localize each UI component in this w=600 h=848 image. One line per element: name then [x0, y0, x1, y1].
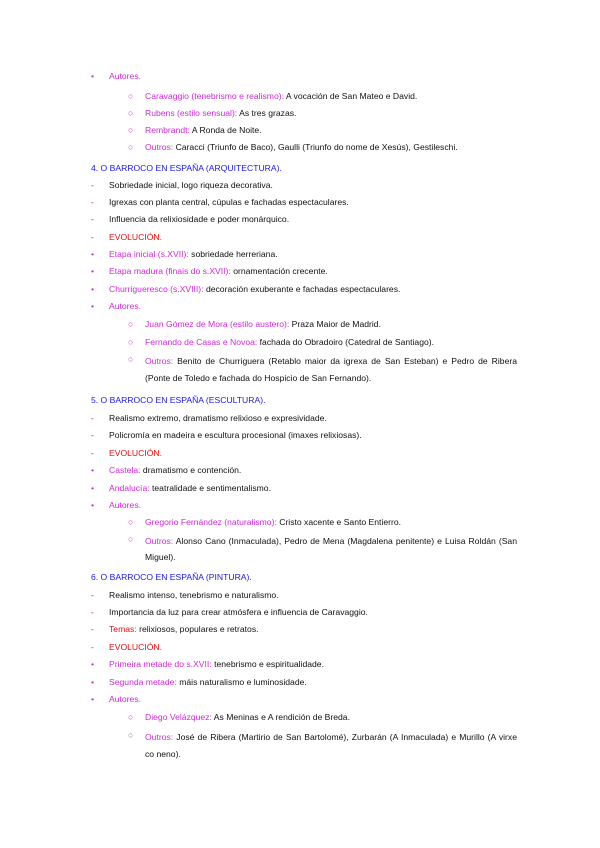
bullet-marker: • [91, 677, 95, 687]
author-name: Juan Gómez de Mora (estilo austero): [145, 319, 290, 329]
item-label: Churrigueresco (s.XVIII): [109, 284, 204, 294]
bullet-marker: • [91, 71, 95, 81]
author-name: Outros: [145, 142, 174, 152]
bullet-marker: • [91, 483, 95, 493]
item-text: tenebrismo e espiritualidade. [211, 659, 324, 669]
author-works: Alonso Cano (Inmaculada), Pedro de Mena (Magdalena penitente) e Luisa Roldán (San Miguel). [145, 536, 517, 562]
dash-marker: - [91, 232, 94, 242]
dash-marker: - [91, 197, 94, 207]
item-text: Influencia da relixiosidade e poder monárquico. [109, 214, 290, 224]
dash-marker: - [91, 642, 94, 652]
circle-marker: ○ [128, 337, 134, 347]
section-heading: 6. O BARROCO EN ESPAÑA (PINTURA). [91, 572, 252, 582]
circle-marker: ○ [128, 712, 134, 722]
item-text: Realismo extremo, dramatismo relixioso e expresividade. [109, 413, 327, 423]
section-heading: 4. O BARROCO EN ESPAÑA (ARQUITECTURA). [91, 163, 282, 173]
item-text: dramatismo e contención. [140, 465, 242, 475]
item-label: Etapa inicial (s.XVII): [109, 249, 189, 259]
item-label: Andalucía: [109, 483, 150, 493]
circle-marker: ○ [128, 517, 134, 527]
item-text: Igrexas con planta central, cúpulas e fachadas espectaculares. [109, 197, 349, 207]
item-text: Importancia da luz para crear atmósfera e influencia de Caravaggio. [109, 607, 368, 617]
dash-marker: - [91, 180, 94, 190]
circle-marker: ○ [128, 125, 134, 135]
circle-marker: ○ [128, 108, 134, 118]
bullet-marker: • [91, 284, 95, 294]
dash-marker: - [91, 607, 94, 617]
evolucion-label: EVOLUCIÓN. [109, 448, 163, 458]
author-name: Caravaggio (tenebrismo e realismo): [145, 91, 284, 101]
author-works: José de Ribera (Martirio de San Bartolomé), Zurbarán (A Inmaculada) e Murillo (A virxe co neno). [145, 732, 517, 759]
author-name: Fernando de Casas e Novoa: [145, 337, 258, 347]
author-works: Benito de Churriguera (Retablo maior da igrexa de San Esteban) e Pedro de Ribera (Ponte de Toledo e fachada do Hospicio de San Fernando). [145, 356, 517, 383]
item-text: sobriedade herreriana. [188, 249, 278, 259]
item-label: Primeira metade do s.XVII: [109, 659, 212, 669]
item-text: ornamentación crecente. [230, 266, 328, 276]
item-label: Castela: [109, 465, 141, 475]
item-text: Realismo intenso, tenebrismo e naturalismo. [109, 590, 279, 600]
dash-marker: - [91, 413, 94, 423]
circle-marker: ○ [128, 354, 134, 364]
item-text: Sobriedade inicial, logo riqueza decorativa. [109, 180, 273, 190]
item-text: relixiosos, populares e retratos. [136, 624, 259, 634]
author-name: Outros: [145, 356, 174, 366]
author-name: Outros: [145, 732, 174, 742]
author-name: Outros: [145, 536, 174, 546]
bullet-marker: • [91, 500, 95, 510]
bullet-marker: • [91, 266, 95, 276]
dash-marker: - [91, 590, 94, 600]
item-text: Policromía en madeira e escultura procesional (imaxes relixiosas). [109, 430, 362, 440]
autores-label: Autores. [109, 500, 142, 510]
item-label: Etapa madura (finais do s.XVII): [109, 266, 231, 276]
item-text: máis naturalismo e luminosidade. [176, 677, 307, 687]
author-works: As tres grazas. [237, 108, 297, 118]
author-name: Rembrandt: [145, 125, 190, 135]
author-works: A Ronda de Noite. [189, 125, 262, 135]
bullet-marker: • [91, 465, 95, 475]
author-works: Praza Maior de Madrid. [289, 319, 381, 329]
dash-marker: - [91, 214, 94, 224]
item-label: Segunda metade: [109, 677, 177, 687]
item-text: decoración exuberante e fachadas espectaculares. [203, 284, 401, 294]
bullet-marker: • [91, 249, 95, 259]
author-works: A vocación de San Mateo e David. [284, 91, 418, 101]
dash-marker: - [91, 430, 94, 440]
author-works: Caracci (Triunfo de Baco), Gaulli (Triunfo do nome de Xesús), Gestileschi. [173, 142, 458, 152]
circle-marker: ○ [128, 142, 134, 152]
circle-marker: ○ [128, 319, 134, 329]
author-works: fachada do Obradoiro (Catedral de Santiago). [257, 337, 435, 347]
evolucion-label: EVOLUCIÓN. [109, 642, 163, 652]
autores-label: Autores. [109, 301, 142, 311]
author-works: As Meninas e A rendición de Breda. [211, 712, 350, 722]
bullet-marker: • [91, 301, 95, 311]
author-name: Rubens (estilo sensual): [145, 108, 238, 118]
dash-marker: - [91, 448, 94, 458]
bullet-marker: • [91, 694, 95, 704]
item-label: Temas: [109, 624, 137, 634]
author-name: Diego Velázquez: [145, 712, 212, 722]
autores-label: Autores. [109, 71, 142, 81]
circle-marker: ○ [128, 91, 134, 101]
circle-marker: ○ [128, 730, 134, 740]
item-text: teatralidade e sentimentalismo. [149, 483, 271, 493]
section-heading: 5. O BARROCO EN ESPAÑA (ESCULTURA). [91, 395, 266, 405]
autores-label: Autores. [109, 694, 142, 704]
bullet-marker: • [91, 659, 95, 669]
dash-marker: - [91, 624, 94, 634]
author-works: Cristo xacente e Santo Entierro. [276, 517, 402, 527]
circle-marker: ○ [128, 534, 134, 544]
author-name: Gregorio Fernández (naturalismo): [145, 517, 277, 527]
evolucion-label: EVOLUCIÓN. [109, 232, 163, 242]
